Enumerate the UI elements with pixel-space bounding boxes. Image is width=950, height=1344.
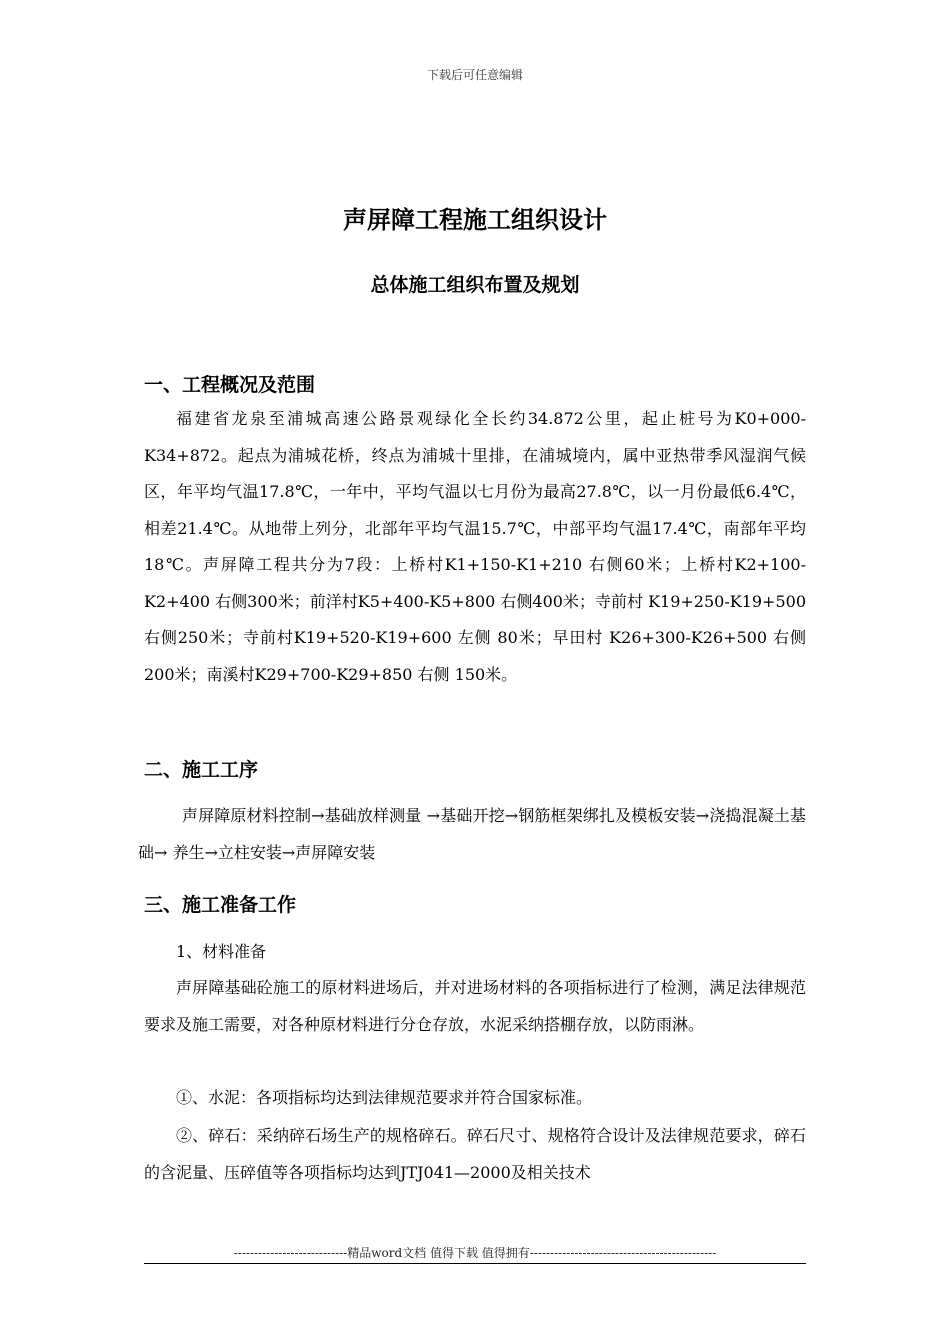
document-title: 声屏障工程施工组织设计 [343,206,607,234]
footer-note: ----------------------------精品word文档 值得下载 值得拥有---------------------------------------------- [233,1246,717,1260]
section-2-heading: 二、施工工序 [144,759,259,781]
section-3-item-cement: ①、水泥：各项指标均达到法律规范要求并符合国家标准。 [176,1088,593,1107]
document-subtitle: 总体施工组织布置及规划 [370,274,580,296]
section-2-body: 声屏障原材料控制→基础放样测量 →基础开挖→钢筋框架绑扎及模板安装→浇捣混凝土基础→ 养生→立柱安装→声屏障安装 [138,806,806,862]
section-3-body: 声屏障基础砼施工的原材料进场后，并对进场材料的各项指标进行了检测，满足法律规范要求及施工需要，对各种原材料进行分仓存放，水泥采纳搭棚存放，以防雨淋。 [144,978,806,1034]
footer-rule [144,1263,806,1264]
section-3-subheading: 1、材料准备 [176,942,267,961]
section-3-item-gravel: ②、碎石：采纳碎石场生产的规格碎石。碎石尺寸、规格符合设计及法律规范要求，碎石的含泥量、压碎值等各项指标均达到JTJ041—2000及相关技术 [144,1126,806,1182]
section-1-body: 福建省龙泉至浦城高速公路景观绿化全长约34.872公里，起止桩号为K0+000-K34+872。起点为浦城花桥，终点为浦城十里排，在浦城境内，属中亚热带季风湿润气候区，年平均气温17.8℃，一年中，平均气温以七月份为最高27.8℃，以一月份最低6.4℃，相差21.4℃。从地带上列分，北部年平均气温15.7℃，中部平均气温17.4℃，南部年平均18℃。声屏障工程共分为7段：上桥村K1+150-K1+210 右侧60米；上桥村K2+100-K2+400 右侧300米；前洋村K5+400-K5+800 右侧400米；寺前村 K19+250-K19+500 右侧250米；寺前村K19+520-K19+600 左侧 80米；早田村 K26+300-K26+500 右侧 200米；南溪村K29+700-K29+850 右侧 150米。 [144,409,806,684]
section-1-heading: 一、工程概况及范围 [144,374,316,396]
header-note: 下载后可任意编辑 [426,68,523,82]
section-3-heading: 三、施工准备工作 [144,894,297,916]
